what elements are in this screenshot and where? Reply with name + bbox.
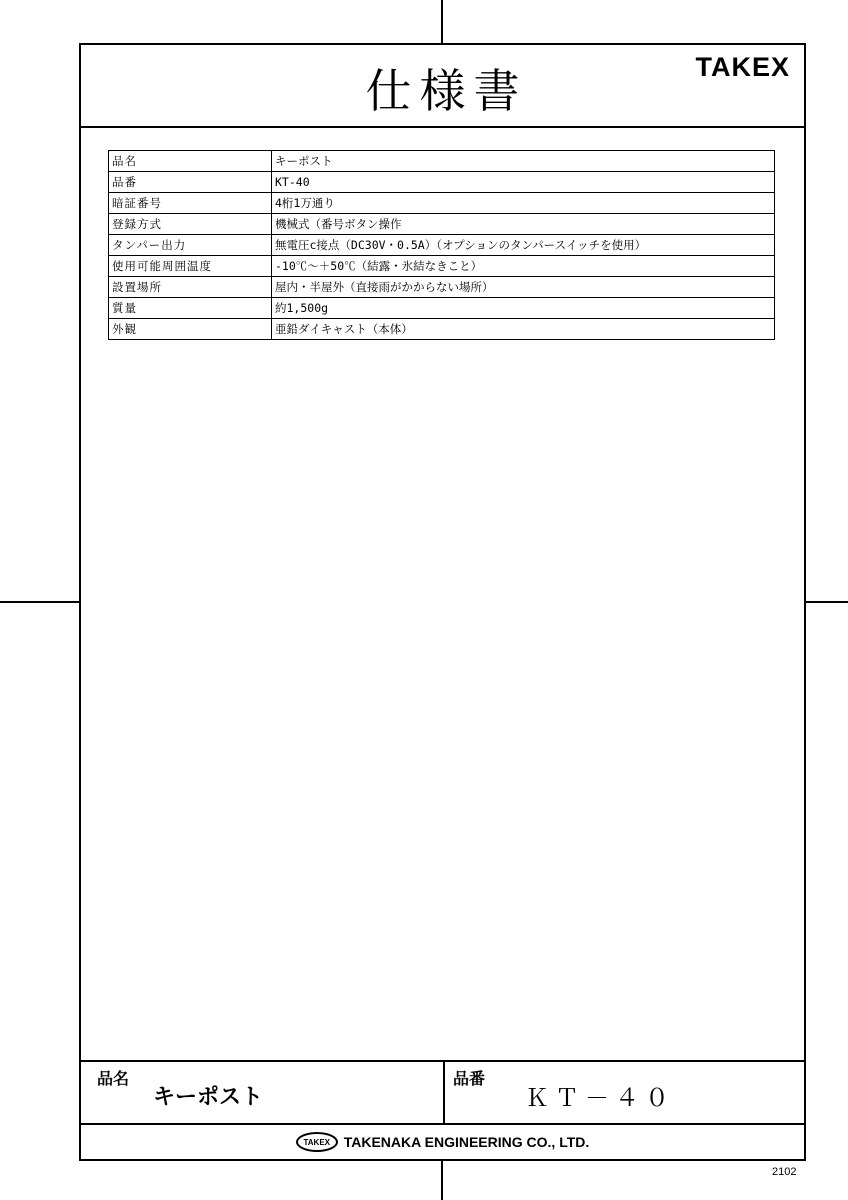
spec-table — [108, 150, 775, 340]
crop-mark-right — [806, 601, 848, 603]
table-row — [109, 319, 775, 340]
spec-label: 品名 — [109, 151, 272, 172]
table-row — [109, 235, 775, 256]
table-row — [109, 277, 775, 298]
table-row — [109, 172, 775, 193]
spec-value: キーポスト — [272, 151, 775, 172]
spec-value: -10℃～＋50℃（結露・氷結なきこと） — [272, 256, 775, 277]
product-name-value: キーポスト — [153, 1085, 264, 1110]
spec-label: 質量 — [109, 298, 272, 319]
spec-label: 設置場所 — [109, 277, 272, 298]
brand-logo: TAKEX — [695, 52, 790, 82]
spec-label: タンパー出力 — [109, 235, 272, 256]
product-name-label: 品名 — [97, 1069, 130, 1088]
company-name: TAKENAKA ENGINEERING CO., LTD. — [343, 1134, 590, 1150]
product-info-row — [81, 1060, 804, 1125]
footer-divider — [443, 1062, 445, 1123]
company-footer — [81, 1123, 804, 1161]
spec-value: 約1,500g — [272, 298, 775, 319]
table-row — [109, 193, 775, 214]
crop-mark-left — [0, 601, 79, 603]
spec-label: 使用可能周囲温度 — [109, 256, 272, 277]
spec-value: 4桁1万通り — [272, 193, 775, 214]
table-row — [109, 298, 775, 319]
document-header — [81, 45, 804, 128]
table-row — [109, 151, 775, 172]
product-number-value: ＫＴ－４０ — [525, 1084, 675, 1112]
document-code: 2102 — [772, 1166, 797, 1178]
spec-label: 外観 — [109, 319, 272, 340]
spec-label: 登録方式 — [109, 214, 272, 235]
spec-label: 暗証番号 — [109, 193, 272, 214]
table-row — [109, 214, 775, 235]
table-row — [109, 256, 775, 277]
company-logo: TAKEX — [296, 1132, 338, 1152]
spec-value: 亜鉛ダイキャスト（本体） — [272, 319, 775, 340]
spec-value: 無電圧c接点（DC30V・0.5A）（オプションのタンパースイッチを使用） — [272, 235, 775, 256]
spec-value: 屋内・半屋外（直接雨がかからない場所） — [272, 277, 775, 298]
spec-value: KT-40 — [272, 172, 775, 193]
spec-label: 品番 — [109, 172, 272, 193]
crop-mark-bottom — [441, 1161, 443, 1200]
page-title: 仕様書 — [365, 64, 528, 118]
crop-mark-top — [441, 0, 443, 43]
product-number-label: 品番 — [453, 1069, 486, 1088]
document-frame — [79, 43, 806, 1161]
spec-value: 機械式（番号ボタン操作 — [272, 214, 775, 235]
